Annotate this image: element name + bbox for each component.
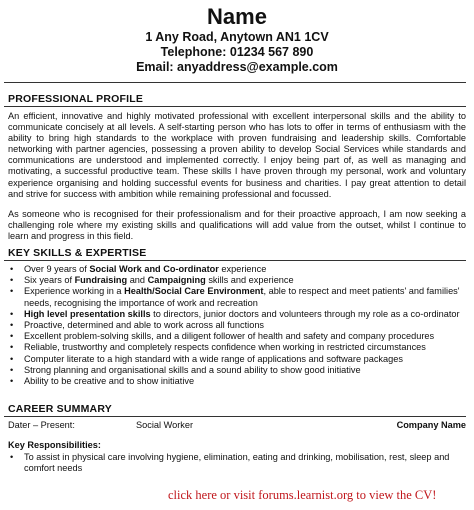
career-company: Company Name: [396, 420, 466, 430]
view-cv-link[interactable]: click here or visit forums.learnist.org to view the CV!: [168, 488, 437, 502]
skills-list: [8, 264, 468, 387]
skill-text: experience: [218, 264, 267, 274]
skill-highlight: Fundraising: [74, 275, 128, 286]
responsibilities-title: Key Responsibilities:: [8, 440, 101, 450]
skill-highlight: Campaigning: [147, 275, 206, 286]
skill-text: , able to respect and meet patients' and families' needs, recognising the importance of work and recreation: [24, 286, 460, 308]
skill-text: Strong planning and organisational skills and a sound ability to show good initiative: [24, 364, 361, 375]
candidate-name: Name: [207, 4, 267, 29]
skill-text: Computer literate to a high standard with a wide range of applications and software packages: [24, 353, 403, 364]
bullet-icon: •: [10, 308, 14, 319]
skills-heading: KEY SKILLS & EXPERTISE: [8, 247, 147, 259]
profile-divider: [4, 106, 466, 107]
header-divider: [4, 82, 466, 83]
skill-item: [8, 331, 468, 342]
career-role: Social Worker: [136, 420, 194, 430]
profile-heading: PROFESSIONAL PROFILE: [8, 93, 144, 105]
cv-header: [0, 4, 474, 75]
skills-divider: [4, 260, 466, 261]
skill-text: Six years of: [24, 275, 75, 286]
skill-highlight: Social Work and Co-ordinator: [89, 264, 219, 274]
skill-item: [8, 342, 468, 353]
bullet-icon: •: [10, 286, 14, 297]
skill-text: Over 9 years of: [24, 264, 90, 274]
bullet-icon: •: [10, 452, 14, 462]
bullet-icon: •: [10, 331, 14, 342]
skill-text: to directors, junior doctors and volunteers through my role as a co-ordinator: [150, 308, 460, 319]
skill-item: [8, 286, 468, 308]
skill-item: [8, 365, 468, 376]
skill-highlight: High level presentation skills: [24, 308, 151, 319]
skill-item: [8, 354, 468, 365]
bullet-icon: •: [10, 320, 14, 331]
skill-item: [8, 309, 468, 320]
responsibility-item: [8, 452, 466, 474]
skill-highlight: Health/Social Care Environment: [124, 286, 264, 297]
email-line: Email: anyaddress@example.com: [136, 60, 338, 74]
bullet-icon: •: [10, 353, 14, 364]
bullet-icon: •: [10, 376, 14, 387]
skill-text: Ability to be creative and to show initiative: [24, 376, 195, 387]
skill-text: Experience working in a: [24, 286, 125, 297]
skill-text: Excellent problem-solving skills, and a diligent follower of health and safety and company procedures: [24, 331, 435, 342]
career-dates: Dater – Present:: [8, 420, 75, 430]
skill-item: [8, 376, 468, 387]
responsibility-text: To assist in physical care involving hygiene, elimination, eating and drinking, mobilisation, rest, sleep and comfort needs: [24, 452, 450, 473]
skill-text: Reliable, trustworthy and completely respects confidence when working in restricted circumstances: [24, 342, 426, 353]
skill-text: skills and experience: [205, 275, 294, 286]
profile-paragraph-1: An efficient, innovative and highly motivated professional with excellent interpersonal skills and the ability to communicate concisely at all levels. A self-starting person who has lots to offer in terms of enthusiasm with the ability to bring high standards to the workplace with proven fundraising and leadership skills. Comfortable networking with partner agencies, possessing a proven ability to develop Social Services while standards and communications are understood and implemented correctly. I enjoy being part of, as well as managing and motivating, a successful productive team. These skills I have proven through my personal, work and voluntary experience organising and holding successful events for business and charities. I pay great attention to detail and strive for success with ambition while remaining professional and focussed.: [8, 111, 466, 199]
skill-item: [8, 264, 468, 275]
skill-text: and: [127, 275, 148, 286]
skill-item: [8, 320, 468, 331]
skill-item: [8, 275, 468, 286]
telephone-line: Telephone: 01234 567 890: [160, 45, 314, 59]
skill-text: Proactive, determined and able to work across all functions: [24, 320, 265, 331]
bullet-icon: •: [10, 275, 14, 286]
address-line: 1 Any Road, Anytown AN1 1CV: [145, 30, 329, 44]
career-heading: CAREER SUMMARY: [8, 403, 112, 415]
bullet-icon: •: [10, 264, 14, 274]
bullet-icon: •: [10, 342, 14, 353]
career-divider: [4, 416, 466, 417]
profile-paragraph-2: As someone who is recognised for their professionalism and for their proactive approach, I am now seeking a challenging role where my existing skills and qualifications will add value from the outset, whilst I continue to learn and progress in this field.: [8, 209, 466, 242]
bullet-icon: •: [10, 364, 14, 375]
